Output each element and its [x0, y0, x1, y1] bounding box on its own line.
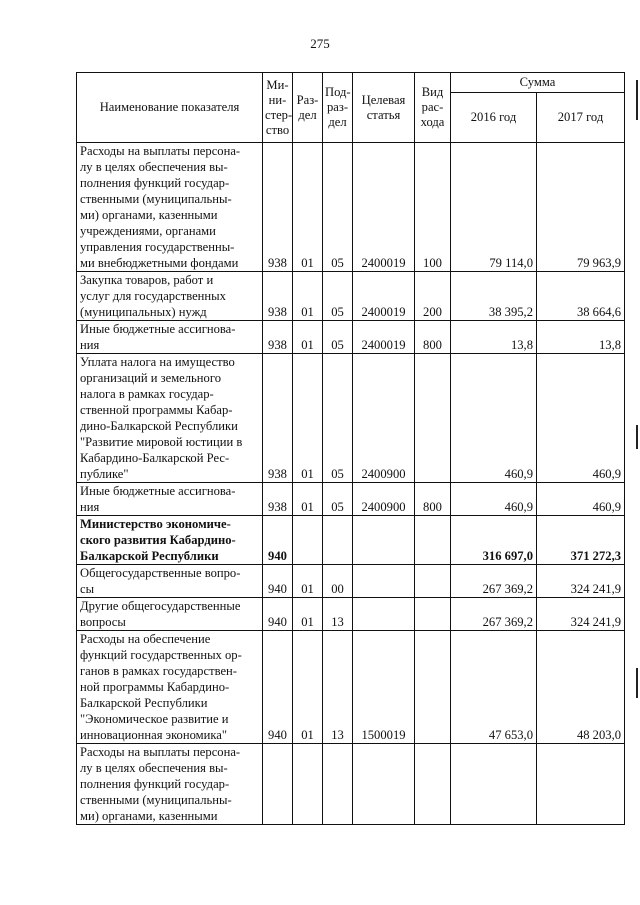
cell-name: Иные бюджетные ассигнова- ния [77, 483, 263, 516]
cell-subsection: 05 [323, 272, 353, 321]
cell-ministry: 940 [263, 598, 293, 631]
cell-ministry: 940 [263, 516, 293, 565]
cell-expense-type [415, 598, 451, 631]
cell-target [353, 516, 415, 565]
cell-section: 01 [293, 631, 323, 744]
cell-expense-type [415, 516, 451, 565]
cell-target: 2400900 [353, 483, 415, 516]
cell-2017: 324 241,9 [537, 598, 625, 631]
cell-ministry: 940 [263, 631, 293, 744]
cell-2017: 371 272,3 [537, 516, 625, 565]
table-row [77, 321, 625, 354]
budget-table [76, 72, 625, 825]
cell-section: 01 [293, 483, 323, 516]
header-subsection: Под- раз- дел [323, 73, 353, 143]
cell-2017 [537, 744, 625, 825]
cell-section: 01 [293, 565, 323, 598]
cell-2016: 460,9 [451, 354, 537, 483]
cell-2017: 38 664,6 [537, 272, 625, 321]
header-year-2017: 2017 год [537, 93, 625, 143]
header-name: Наименование показателя [77, 73, 263, 143]
cell-ministry: 940 [263, 565, 293, 598]
cell-2016: 47 653,0 [451, 631, 537, 744]
cell-section: 01 [293, 598, 323, 631]
table-row [77, 354, 625, 483]
table-row [77, 565, 625, 598]
cell-target: 2400019 [353, 272, 415, 321]
cell-section: 01 [293, 272, 323, 321]
cell-expense-type: 200 [415, 272, 451, 321]
cell-name: Министерство экономиче- ского развития Кабардино- Балкарской Республики [77, 516, 263, 565]
cell-subsection: 05 [323, 321, 353, 354]
table-row [77, 598, 625, 631]
header-sum: Сумма [451, 73, 625, 93]
cell-section: 01 [293, 143, 323, 272]
cell-name: Расходы на выплаты персона- лу в целях обеспечения вы- полнения функций государ- ственными (муниципальны- ми) органами, казенными [77, 744, 263, 825]
cell-target: 2400900 [353, 354, 415, 483]
cell-name: Закупка товаров, работ и услуг для государственных (муниципальных) нужд [77, 272, 263, 321]
scan-mark [636, 425, 638, 449]
cell-expense-type [415, 744, 451, 825]
cell-ministry: 938 [263, 483, 293, 516]
cell-target: 2400019 [353, 321, 415, 354]
header-section: Раз- дел [293, 73, 323, 143]
table-row [77, 631, 625, 744]
cell-2017: 324 241,9 [537, 565, 625, 598]
page-number: 275 [310, 36, 330, 51]
cell-section [293, 744, 323, 825]
cell-name: Уплата налога на имущество организаций и земельного налога в рамках государ- ственной программы Кабар- дино-Балкарской Республики "Развитие мировой юстиции в Кабардино-Балкарской Рес- публике" [77, 354, 263, 483]
cell-subsection: 13 [323, 631, 353, 744]
cell-subsection [323, 516, 353, 565]
cell-expense-type [415, 354, 451, 483]
cell-expense-type: 800 [415, 483, 451, 516]
cell-target [353, 565, 415, 598]
cell-2016: 267 369,2 [451, 598, 537, 631]
cell-section: 01 [293, 321, 323, 354]
cell-expense-type: 800 [415, 321, 451, 354]
header-expense-type: Вид рас- хода [415, 73, 451, 143]
cell-name: Общегосударственные вопро- сы [77, 565, 263, 598]
table-row [77, 744, 625, 825]
header-year-2016: 2016 год [451, 93, 537, 143]
cell-2017: 460,9 [537, 483, 625, 516]
cell-2017: 13,8 [537, 321, 625, 354]
cell-name: Иные бюджетные ассигнова- ния [77, 321, 263, 354]
table-row [77, 483, 625, 516]
cell-name: Расходы на выплаты персона- лу в целях обеспечения вы- полнения функций государ- ственными (муниципальны- ми) органами, казенными учреждениями, органами управления государственны- ми внебюджетными фондами [77, 143, 263, 272]
cell-subsection: 00 [323, 565, 353, 598]
cell-2016: 460,9 [451, 483, 537, 516]
cell-subsection: 05 [323, 143, 353, 272]
cell-target: 2400019 [353, 143, 415, 272]
cell-ministry: 938 [263, 272, 293, 321]
cell-ministry: 938 [263, 321, 293, 354]
cell-2016: 316 697,0 [451, 516, 537, 565]
table-row [77, 516, 625, 565]
cell-section: 01 [293, 354, 323, 483]
cell-subsection [323, 744, 353, 825]
cell-ministry: 938 [263, 143, 293, 272]
cell-expense-type [415, 565, 451, 598]
cell-2017: 79 963,9 [537, 143, 625, 272]
cell-subsection: 13 [323, 598, 353, 631]
cell-name: Другие общегосударственные вопросы [77, 598, 263, 631]
cell-expense-type: 100 [415, 143, 451, 272]
cell-2017: 48 203,0 [537, 631, 625, 744]
header-target: Целевая статья [353, 73, 415, 143]
cell-target [353, 744, 415, 825]
cell-2016: 13,8 [451, 321, 537, 354]
cell-2016: 79 114,0 [451, 143, 537, 272]
cell-section [293, 516, 323, 565]
cell-name: Расходы на обеспечение функций государственных ор- ганов в рамках государствен- ной программы Кабардино- Балкарской Республики "Экономическое развитие и инновационная экономика" [77, 631, 263, 744]
header-ministry: Ми- ни- стер- ство [263, 73, 293, 143]
cell-ministry: 938 [263, 354, 293, 483]
cell-ministry [263, 744, 293, 825]
cell-2016: 267 369,2 [451, 565, 537, 598]
scan-mark [636, 80, 638, 120]
scan-mark [636, 668, 638, 698]
cell-subsection: 05 [323, 483, 353, 516]
cell-expense-type [415, 631, 451, 744]
cell-target [353, 598, 415, 631]
cell-2016: 38 395,2 [451, 272, 537, 321]
cell-2016 [451, 744, 537, 825]
cell-target: 1500019 [353, 631, 415, 744]
cell-subsection: 05 [323, 354, 353, 483]
table-row [77, 143, 625, 272]
cell-2017: 460,9 [537, 354, 625, 483]
table-row [77, 272, 625, 321]
